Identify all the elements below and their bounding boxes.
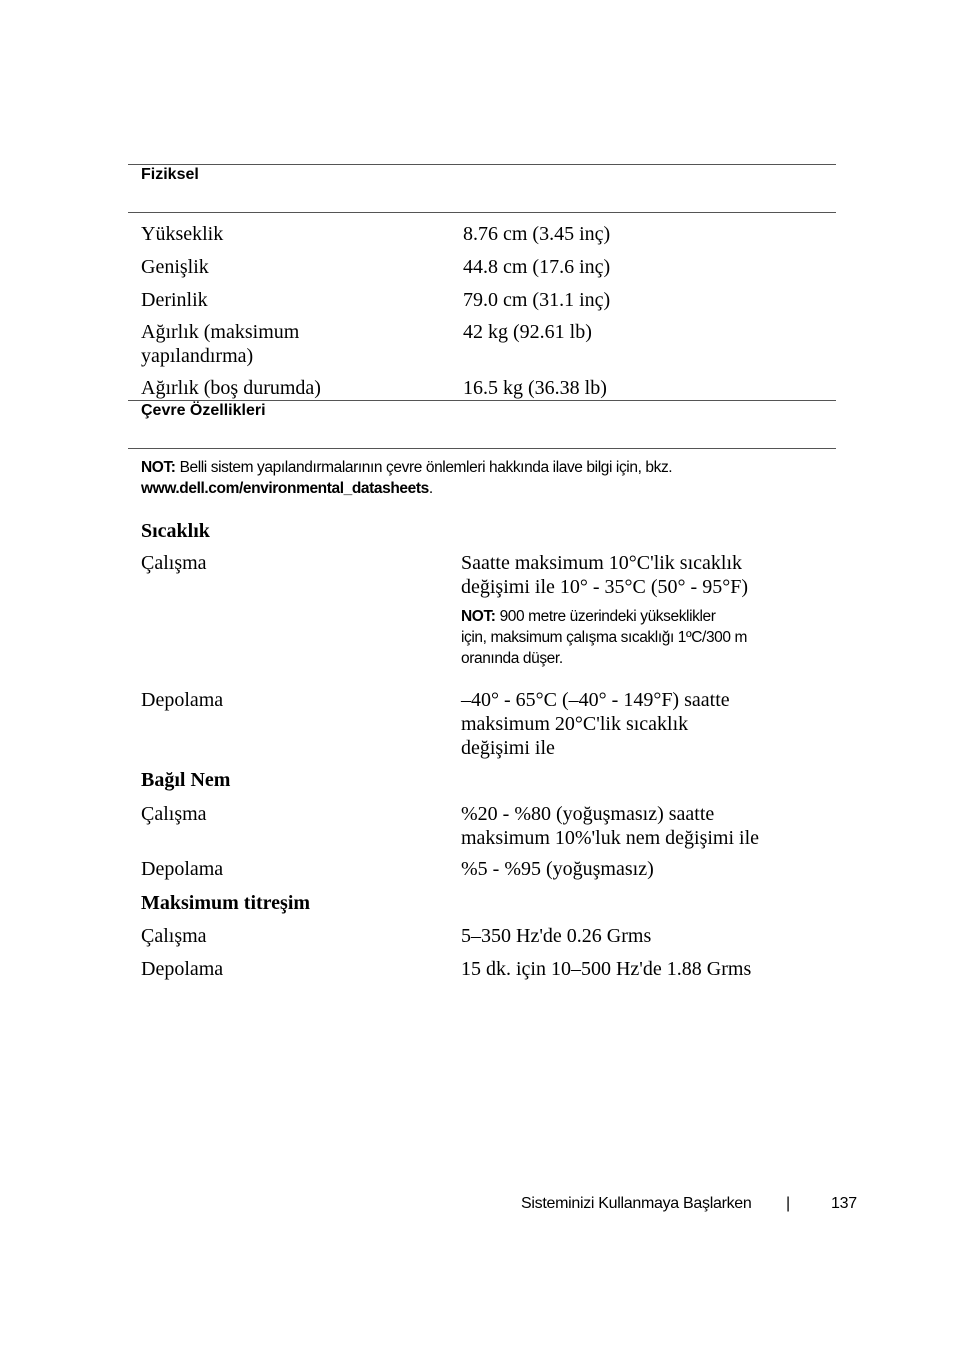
row-value: 8.76 cm (3.45 inç) [463,223,611,245]
environment-note [141,457,841,499]
note-line: oranında düşer. [461,650,563,667]
row-label: Ağırlık (boş durumda) [141,377,321,399]
note-label: NOT: [141,459,176,476]
row-label: Çalışma [141,803,207,825]
note-end: . [428,480,433,497]
row-label-line: Ağırlık (maksimum [141,321,300,343]
row-label: Derinlik [141,289,208,311]
row-value: 79.0 cm (31.1 inç) [463,289,611,311]
row-value: 16.5 kg (36.38 lb) [463,377,607,399]
value-line: %20 - %80 (yoğuşmasız) saatte [461,803,715,825]
top-rule [128,164,836,165]
row-value: 5–350 Hz'de 0.26 Grms [461,925,652,947]
note-line: için, maksimum çalışma sıcaklığı 1ºC/300 m [461,629,748,646]
row-value: %5 - %95 (yoğuşmasız) [461,858,654,880]
footer-separator: | [786,1195,790,1212]
value-line: maksimum 20°C'lik sıcaklık [461,713,689,735]
value-line: değişimi ile [461,737,555,759]
note-label: NOT: [461,608,496,625]
row-label: Yükseklik [141,223,224,245]
value-line: değişimi ile 10° - 35°C (50° - 95°F) [461,576,748,598]
row-value [461,688,841,760]
row-value: 15 dk. için 10–500 Hz'de 1.88 Grms [461,958,752,980]
temperature-note [461,606,841,669]
row-value [461,802,841,850]
value-line: maksimum 10%'luk nem değişimi ile [461,827,760,849]
subheading-temperature: Sıcaklık [141,520,210,542]
footer-page-number: 137 [831,1195,857,1212]
row-value: 42 kg (92.61 lb) [463,321,592,343]
note-text: Belli sistem yapılandırmalarının çevre önlemleri hakkında ilave bilgi için, bkz. [179,459,673,476]
header-rule [128,212,836,213]
row-label: Çalışma [141,925,207,947]
row-label: Depolama [141,958,224,980]
row-label: Çalışma [141,552,207,574]
row-value: 44.8 cm (17.6 inç) [463,256,611,278]
row-value [461,551,841,599]
row-label: Depolama [141,858,224,880]
datasheets-link[interactable]: www.dell.com/environmental_datasheets [141,480,429,497]
value-line: –40° - 65°C (–40° - 149°F) saatte [461,689,730,711]
row-label: Genişlik [141,256,209,278]
value-line: Saatte maksimum 10°C'lik sıcaklık [461,552,743,574]
section-title-physical: Fiziksel [141,166,199,183]
header-rule [128,448,836,449]
note-line: 900 metre üzerindeki yükseklikler [499,608,716,625]
section-title-environment: Çevre Özellikleri [141,402,266,419]
footer-section-title: Sisteminizi Kullanmaya Başlarken [521,1195,752,1212]
row-label-line: yapılandırma) [141,345,254,367]
row-label: Depolama [141,689,224,711]
row-label [141,320,441,368]
subheading-humidity: Bağıl Nem [141,769,231,791]
subheading-vibration: Maksimum titreşim [141,892,311,914]
